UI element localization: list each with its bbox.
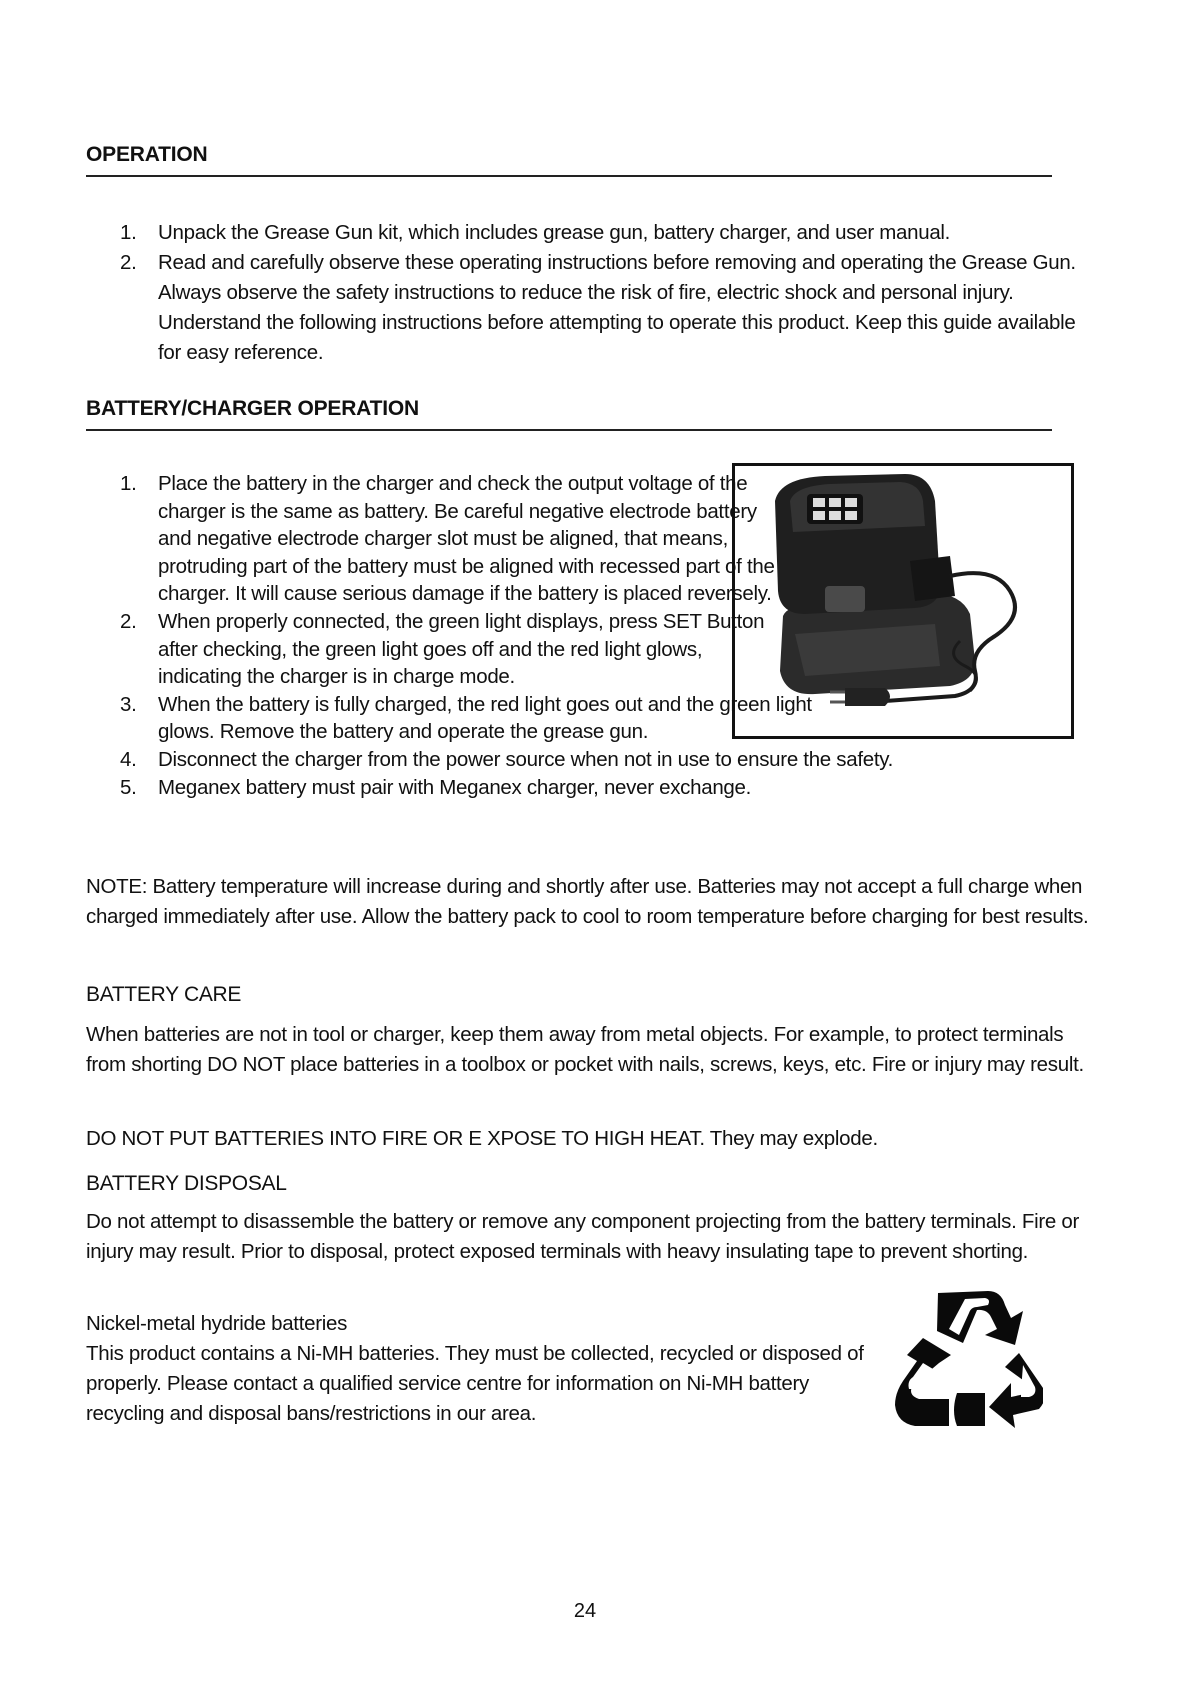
- list-item: [86, 691, 868, 746]
- list-number: 4.: [120, 747, 137, 771]
- battery-warning: DO NOT PUT BATTERIES INTO FIRE OR E XPOSE TO HIGH HEAT. They may explode.: [86, 1127, 878, 1150]
- list-item: [86, 470, 788, 608]
- recycle-symbol: [893, 1283, 1043, 1433]
- page-number: 24: [573, 1600, 597, 1622]
- recycle-icon: [893, 1283, 1043, 1433]
- nimh-text: This product contains a Ni-MH batteries. They must be collected, recycled or disposed of properly. Please contact a qualified service centre for information on Ni-MH battery recycling and disposal bans/restrictions in our area.: [86, 1342, 864, 1425]
- list-item: [86, 608, 788, 691]
- list-number: 2.: [120, 609, 137, 633]
- battery-charger-list: [86, 470, 1086, 801]
- list-text: Disconnect the charger from the power source when not in use to ensure the safety.: [158, 747, 894, 771]
- operation-heading: OPERATION: [86, 143, 1052, 177]
- list-text: Place the battery in the charger and check the output voltage of the charger is the same as battery. Be careful negative electrode battery and negative electrode charger slot must be aligned, that means, protruding part of the battery must be aligned with recessed part of the charger. It will cause serious damage if the battery is placed reversely.: [158, 472, 775, 606]
- nimh-heading: Nickel-metal hydride batteries: [86, 1312, 348, 1335]
- list-text: Read and carefully observe these operating instructions before removing and operating the Grease Gun. Always observe the safety instructions to reduce the risk of fire, electric shock and personal injury. Understand the following instructions before attempting to operate this product. Keep this guide available for easy reference.: [158, 251, 1076, 364]
- list-item: [86, 774, 1086, 802]
- list-number: 3.: [120, 692, 137, 716]
- list-text: When the battery is fully charged, the red light goes out and the green light glows. Remove the battery and operate the grease gun.: [158, 692, 812, 744]
- list-text: Unpack the Grease Gun kit, which includes grease gun, battery charger, and user manual.: [158, 221, 951, 244]
- list-item: [86, 746, 1086, 774]
- list-text: When properly connected, the green light displays, press SET Button after checking, the green light goes off and the red light glows, indicating the charger is in charge mode.: [158, 609, 765, 689]
- battery-disposal-text: Do not attempt to disassemble the battery or remove any component projecting from the battery terminals. Fire or injury may result. Prior to disposal, protect exposed terminals with heavy insulating tape to prevent shorting.: [86, 1210, 1080, 1263]
- battery-charger-heading: BATTERY/CHARGER OPERATION: [86, 397, 1052, 431]
- operation-list: [86, 218, 1086, 368]
- list-text: Meganex battery must pair with Meganex charger, never exchange.: [158, 775, 752, 799]
- list-item: [86, 248, 1086, 368]
- battery-care-text: When batteries are not in tool or charger, keep them away from metal objects. For example, to protect terminals from shorting DO NOT place batteries in a toolbox or pocket with nails, screws, keys, etc. Fire or injury may result.: [86, 1023, 1084, 1076]
- battery-care-heading: BATTERY CARE: [86, 983, 242, 1006]
- list-number: 5.: [120, 775, 137, 799]
- note-paragraph: NOTE: Battery temperature will increase during and shortly after use. Batteries may not accept a full charge when charged immediately after use. Allow the battery pack to cool to room temperature before charging for best results.: [86, 875, 1089, 928]
- list-number: 1.: [120, 221, 137, 244]
- battery-disposal-heading: BATTERY DISPOSAL: [86, 1172, 287, 1195]
- list-number: 1.: [120, 472, 137, 495]
- list-number: 2.: [120, 251, 137, 274]
- list-item: [86, 218, 1086, 248]
